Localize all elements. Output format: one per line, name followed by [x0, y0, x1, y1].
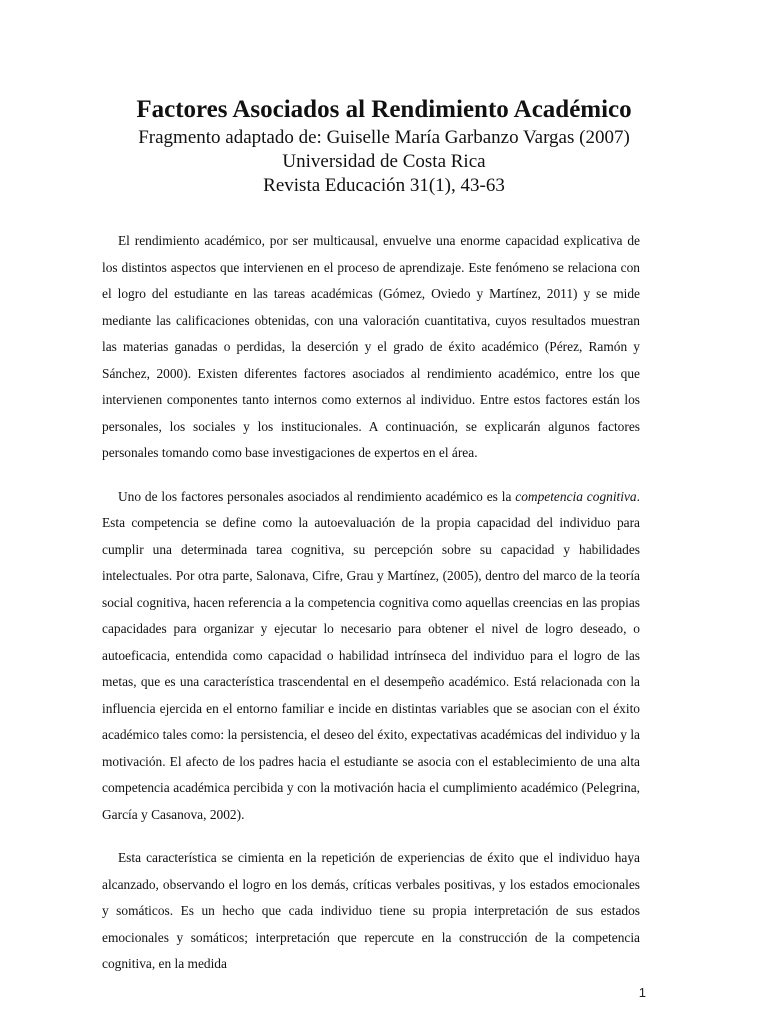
paragraph-3: Esta característica se cimienta en la repetición de experiencias de éxito que el individuo haya alcanzado, observando el logro en los demás, críticas verbales positivas, y los estados emocionales y somáticos. Es un hecho que cada individuo tiene su propia interpretación de sus estados emocionales y somáticos; interpretación que repercute en la construcción de la competencia cognitiva, en la medida — [102, 850, 640, 971]
document-header — [0, 94, 768, 198]
paragraph-2 — [102, 484, 640, 829]
paragraph-2-rest: . Esta competencia se define como la autoevaluación de la propia capacidad del individuo para cumplir una determinada tarea cognitiva, su percepción sobre su capacidad y habilidades intelectuales. Por otra parte, Salonava, Cifre, Grau y Martínez, (2005), dentro del marco de la teoría social cognitiva, hacen referencia a la competencia cognitiva como aquellas creencias en las propias capacidades para organizar y ejecutar lo necesario para obtener el nivel de logro deseado, o autoeficacia, entendida como capacidad o habilidad intrínseca del individuo para el logro de las metas, que es una característica trascendental en el desempeño académico. Está relacionada con la influencia ejercida en el entorno familiar e incide en distintas variables que se asocian con el éxito académico tales como: la persistencia, el deseo del éxito, expectativas académicas del individuo y la motivación. El afecto de los padres hacia el estudiante se asocia con el establecimiento de una alta competencia académica percibida y con la motivación hacia el cumplimiento académico (Pelegrina, García y Casanova, 2002). — [102, 488, 640, 822]
journal-reference: Revista Educación 31(1), 43-63 — [263, 175, 505, 196]
page-number: 1 — [638, 985, 646, 1000]
document-title: Factores Asociados al Rendimiento Académico — [136, 96, 632, 123]
document-body — [102, 228, 640, 995]
source-citation: Fragmento adaptado de: Guiselle María Garbanzo Vargas (2007) — [138, 127, 630, 148]
paragraph-2-emphasis: competencia cognitiva — [515, 488, 637, 504]
paragraph-2-intro: Uno de los factores personales asociados al rendimiento académico es la — [118, 488, 516, 504]
paragraph-1: El rendimiento académico, por ser multicausal, envuelve una enorme capacidad explicativa de los distintos aspectos que intervienen en el proceso de aprendizaje. Este fenómeno se relaciona con el logro del estudiante en las tareas académicas (Gómez, Oviedo y Martínez, 2011) y se mide mediante las calificaciones obtenidas, con una valoración cuantitativa, cuyos resultados muestran las materias ganadas o perdidas, la deserción y el grado de éxito académico (Pérez, Ramón y Sánchez, 2000). Existen diferentes factores asociados al rendimiento académico, entre los que intervienen componentes tanto internos como externos al individuo. Entre estos factores están los personales, los sociales y los institucionales. A continuación, se explicarán algunos factores personales tomando como base investigaciones de expertos en el área. — [102, 233, 640, 460]
institution-name: Universidad de Costa Rica — [282, 151, 486, 172]
